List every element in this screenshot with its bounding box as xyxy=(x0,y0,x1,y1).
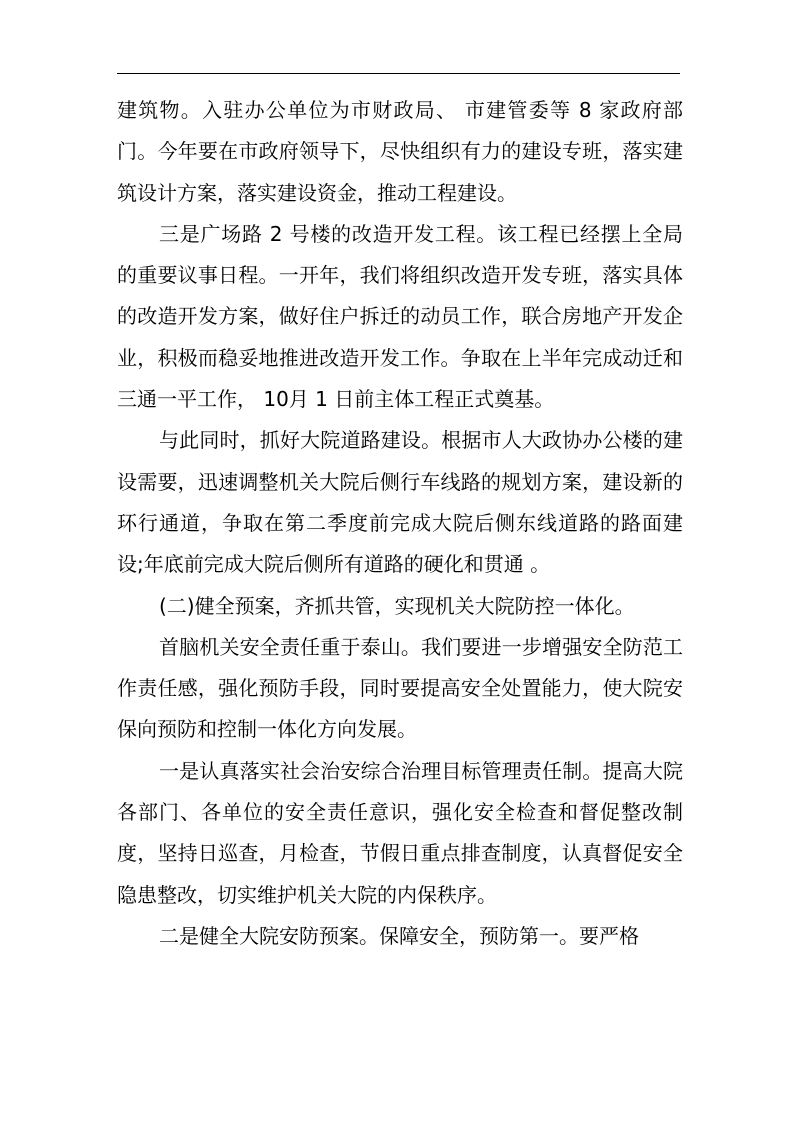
paragraph-guangchang-road: 三是广场路 2 号楼的改造开发工程。该工程已经摆上全局的重要议事日程。一开年，我们将组织改造开发专班，落实具体的改造开发方案，做好住户拆迁的动员工作，联合房地产开发企业，积极而稳妥地推进改造开发工作。争取在上半年完成动迁和三通一平工作， 10月 1 日前主体工程正式奠基。 xyxy=(117,221,683,412)
paragraph-continuation: 建筑物。入驻办公单位为市财政局、 市建管委等 8 家政府部门。今年要在市政府领导下，尽快组织有力的建设专班，落实建筑设计方案，落实建设资金，推动工程建设。 xyxy=(117,98,683,205)
paragraph-point-one: 一是认真落实社会治安综合治理目标管理责任制。提高大院各部门、各单位的安全责任意识，强化安全检查和督促整改制度，坚持日巡查，月检查，节假日重点排查制度，认真督促安全隐患整改，切实维护机关大院的内保秩序。 xyxy=(117,758,683,907)
document-body xyxy=(117,90,683,957)
header-rule xyxy=(117,73,680,74)
paragraph-point-two: 二是健全大院安防预案。保障安全，预防第一。要严格 xyxy=(159,923,639,948)
section-heading-2: (二)健全预案，齐抓共管，实现机关大院防控一体化。 xyxy=(159,593,635,618)
paragraph-road-construction: 与此同时，抓好大院道路建设。根据市人大政协办公楼的建设需要，迅速调整机关大院后侧行车线路的规划方案，建设新的环行通道，争取在第二季度前完成大院后侧东线道路的路面建设;年底前完成大院后侧所有道路的硬化和贯通 。 xyxy=(117,428,683,577)
paragraph-security-responsibility: 首脑机关安全责任重于泰山。我们要进一步增强安全防范工作责任感，强化预防手段，同时要提高安全处置能力，使大院安保向预防和控制一体化方向发展。 xyxy=(117,634,683,742)
